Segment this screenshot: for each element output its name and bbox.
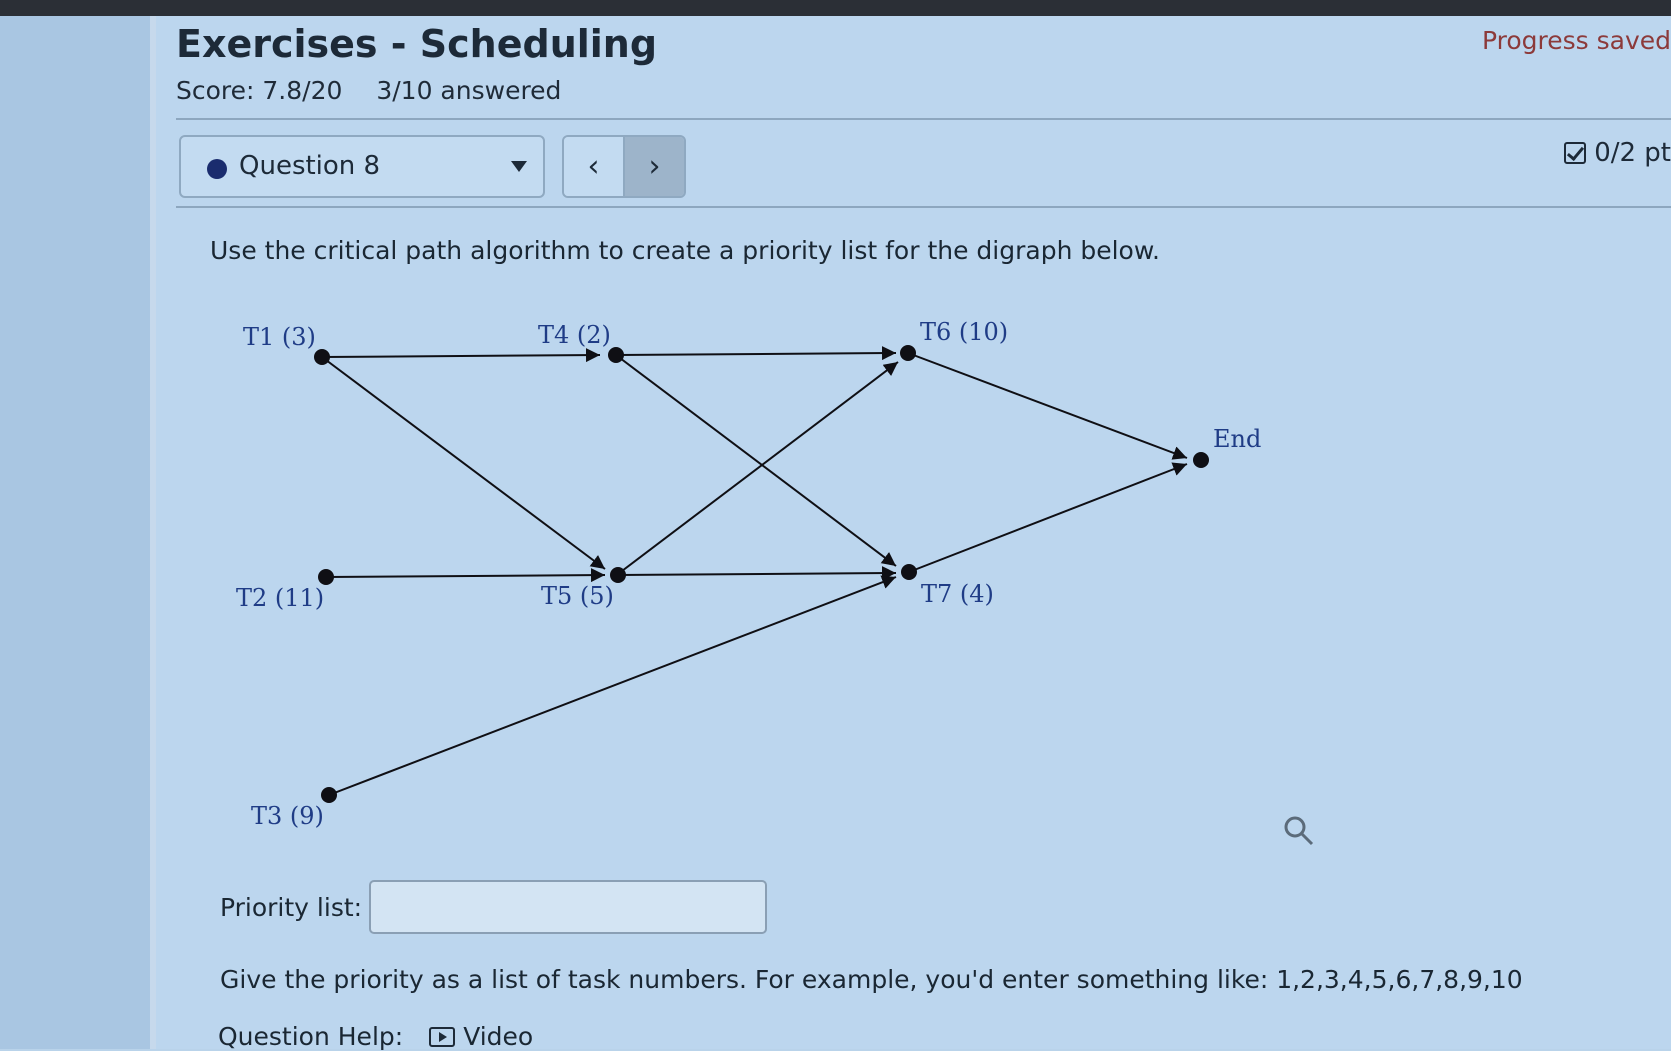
node-label-t3: T3 (9) [251,802,324,830]
priority-list-label: Priority list: [220,893,363,922]
node-t7 [901,564,917,580]
node-label-t6: T6 (10) [920,318,1009,346]
answer-instructions: Give the priority as a list of task numbers. For example, you'd enter something like: 1,2,3,4,5,6,7,8,9,10 [220,965,1523,994]
node-t4 [608,347,624,363]
points-text: 0/2 pt [1594,138,1671,168]
node-t5 [610,567,626,583]
edge-t5-t6 [618,362,898,574]
video-link[interactable] [415,1022,533,1051]
edge-t4-t7 [616,355,896,566]
video-link-label: Video [463,1022,534,1051]
progress-status: Progress saved [1481,26,1671,55]
node-label-t7: T7 (4) [921,580,994,608]
edge-t1-t4 [322,355,600,357]
previous-question-button[interactable]: ‹ [564,137,625,196]
edge-t7-end [909,464,1187,572]
edge-t4-t6 [616,353,896,355]
node-label-t2: T2 (11) [236,584,325,612]
play-icon [429,1027,455,1047]
question-help [218,1022,533,1051]
question-select-label: Question 8 [239,151,381,181]
node-t6 [900,345,916,361]
node-label-t1: T1 (3) [243,323,316,351]
node-t3 [321,787,337,803]
edge-t5-t7 [618,573,896,575]
node-t2 [318,569,334,585]
node-label-t4: T4 (2) [538,321,611,349]
node-label-t5: T5 (5) [541,582,614,610]
next-question-button[interactable]: › [625,137,684,196]
magnifier-icon[interactable] [1282,814,1316,848]
edge-t1-t5 [322,357,605,569]
node-end [1193,452,1209,468]
answered-count: 3/10 answered [376,76,562,105]
score-text: Score: 7.8/20 [176,76,343,105]
priority-list-input[interactable] [369,880,767,934]
edge-t2-t5 [326,575,605,577]
question-help-label: Question Help: [218,1022,404,1051]
node-t1 [314,349,330,365]
node-label-end: End [1213,425,1262,453]
edge-t6-end [908,353,1187,458]
page-title: Exercises - Scheduling [176,22,658,66]
question-prompt: Use the critical path algorithm to create a priority list for the digraph below. [210,236,1160,265]
